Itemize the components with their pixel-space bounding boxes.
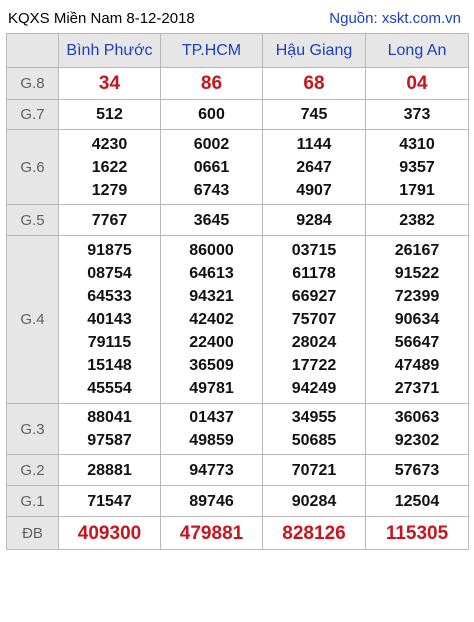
result-cell	[263, 205, 366, 236]
winning-number: 1791	[399, 181, 435, 199]
results-header	[6, 3, 467, 33]
winning-number: 4230	[91, 135, 128, 153]
result-cell	[59, 486, 161, 517]
winning-number: 66927	[291, 288, 337, 305]
winning-number: 17722	[291, 357, 337, 374]
winning-number: 15148	[87, 357, 132, 374]
result-cell	[59, 205, 161, 236]
winning-number: 64613	[189, 265, 234, 282]
winning-number: 745	[300, 106, 328, 123]
prize-row	[7, 236, 469, 404]
results-body	[7, 68, 469, 550]
winning-number: 90634	[394, 311, 440, 328]
winning-number: 2382	[399, 211, 435, 229]
prize-row	[7, 404, 469, 455]
winning-number: 36063	[394, 409, 440, 426]
result-cell	[59, 130, 161, 205]
winning-number: 4907	[296, 181, 332, 199]
winning-number: 45554	[87, 380, 132, 397]
result-cell	[161, 205, 263, 236]
winning-number: 409300	[77, 522, 142, 544]
winning-number: 90284	[291, 492, 337, 510]
winning-number: 79115	[87, 334, 132, 351]
winning-number: 47489	[394, 357, 440, 374]
result-cell	[263, 236, 366, 404]
winning-number: 92302	[394, 432, 440, 449]
winning-number: 71547	[87, 492, 132, 510]
prize-label: G.8	[7, 68, 59, 100]
province-long-an[interactable]: Long An	[366, 34, 469, 68]
winning-number: 7767	[91, 211, 128, 229]
winning-number: 86000	[189, 242, 234, 259]
prize-label: G.2	[7, 455, 59, 486]
prize-row	[7, 517, 469, 550]
winning-number: 26167	[394, 242, 440, 259]
winning-number: 479881	[179, 522, 244, 544]
result-cell	[263, 404, 366, 455]
winning-number: 1622	[91, 158, 128, 176]
prize-label: G.1	[7, 486, 59, 517]
result-cell	[366, 517, 469, 550]
result-cell	[366, 68, 469, 100]
winning-number: 4310	[399, 135, 435, 153]
winning-number: 1279	[91, 181, 128, 199]
winning-number: 34	[98, 73, 121, 94]
winning-number: 04	[406, 73, 428, 94]
winning-number: 600	[198, 106, 225, 123]
winning-number: 88041	[87, 409, 132, 426]
winning-number: 03715	[291, 242, 337, 259]
prize-label: G.3	[7, 404, 59, 455]
source-link[interactable]: Nguồn: xskt.com.vn	[329, 9, 461, 27]
winning-number: 57673	[394, 461, 440, 479]
winning-number: 36509	[189, 357, 234, 374]
result-cell	[161, 486, 263, 517]
winning-number: 86	[200, 73, 223, 94]
winning-number: 94773	[189, 461, 234, 479]
prize-row	[7, 68, 469, 100]
winning-number: 512	[96, 106, 123, 123]
result-cell	[161, 455, 263, 486]
result-cell	[263, 455, 366, 486]
prize-row	[7, 486, 469, 517]
results-table	[6, 33, 469, 550]
winning-number: 49859	[189, 432, 234, 449]
winning-number: 70721	[291, 461, 337, 479]
province-hau-giang[interactable]: Hậu Giang	[263, 34, 366, 68]
winning-number: 94321	[189, 288, 234, 305]
result-cell	[263, 486, 366, 517]
prize-row	[7, 455, 469, 486]
result-cell	[366, 236, 469, 404]
corner-cell	[7, 34, 59, 68]
winning-number: 27371	[394, 380, 440, 397]
winning-number: 64533	[87, 288, 132, 305]
page-title: KQXS Miền Nam 8-12-2018	[8, 9, 195, 27]
winning-number: 0661	[193, 158, 230, 176]
winning-number: 56647	[394, 334, 440, 351]
winning-number: 08754	[87, 265, 132, 282]
prize-label: ĐB	[7, 517, 59, 550]
result-cell	[161, 517, 263, 550]
winning-number: 89746	[189, 492, 234, 510]
result-cell	[366, 130, 469, 205]
winning-number: 12504	[394, 492, 440, 510]
result-cell	[366, 455, 469, 486]
winning-number: 28881	[87, 461, 132, 479]
result-cell	[161, 236, 263, 404]
prize-row	[7, 100, 469, 130]
prize-row	[7, 130, 469, 205]
result-cell	[366, 100, 469, 130]
winning-number: 49781	[189, 380, 234, 397]
prize-row	[7, 205, 469, 236]
winning-number: 6002	[193, 135, 230, 153]
province-binh-phuoc[interactable]: Bình Phước	[59, 34, 161, 68]
winning-number: 75707	[291, 311, 337, 328]
province-tp-hcm[interactable]: TP.HCM	[161, 34, 263, 68]
winning-number: 3645	[193, 211, 230, 229]
result-cell	[59, 236, 161, 404]
prize-label: G.5	[7, 205, 59, 236]
result-cell	[161, 130, 263, 205]
result-cell	[263, 517, 366, 550]
result-cell	[59, 455, 161, 486]
winning-number: 94249	[291, 380, 337, 397]
winning-number: 34955	[291, 409, 337, 426]
winning-number: 97587	[87, 432, 132, 449]
result-cell	[263, 68, 366, 100]
result-cell	[263, 100, 366, 130]
prize-label: G.6	[7, 130, 59, 205]
winning-number: 91522	[394, 265, 440, 282]
result-cell	[59, 517, 161, 550]
result-cell	[366, 486, 469, 517]
winning-number: 2647	[296, 158, 332, 176]
result-cell	[161, 100, 263, 130]
prize-label: G.4	[7, 236, 59, 404]
result-cell	[366, 205, 469, 236]
winning-number: 72399	[394, 288, 440, 305]
winning-number: 1144	[296, 135, 332, 153]
winning-number: 22400	[189, 334, 234, 351]
winning-number: 50685	[291, 432, 337, 449]
winning-number: 115305	[385, 522, 449, 544]
winning-number: 01437	[189, 409, 234, 426]
result-cell	[59, 404, 161, 455]
winning-number: 6743	[193, 181, 230, 199]
winning-number: 9284	[296, 211, 332, 229]
result-cell	[366, 404, 469, 455]
winning-number: 373	[403, 106, 431, 123]
result-cell	[161, 404, 263, 455]
result-cell	[59, 100, 161, 130]
winning-number: 9357	[399, 158, 435, 176]
winning-number: 91875	[87, 242, 132, 259]
province-header-row	[7, 34, 469, 68]
winning-number: 828126	[282, 522, 346, 544]
winning-number: 42402	[189, 311, 234, 328]
winning-number: 61178	[292, 265, 336, 282]
result-cell	[59, 68, 161, 100]
prize-label: G.7	[7, 100, 59, 130]
result-cell	[161, 68, 263, 100]
winning-number: 68	[303, 73, 325, 94]
winning-number: 40143	[87, 311, 132, 328]
result-cell	[263, 130, 366, 205]
winning-number: 28024	[291, 334, 337, 351]
